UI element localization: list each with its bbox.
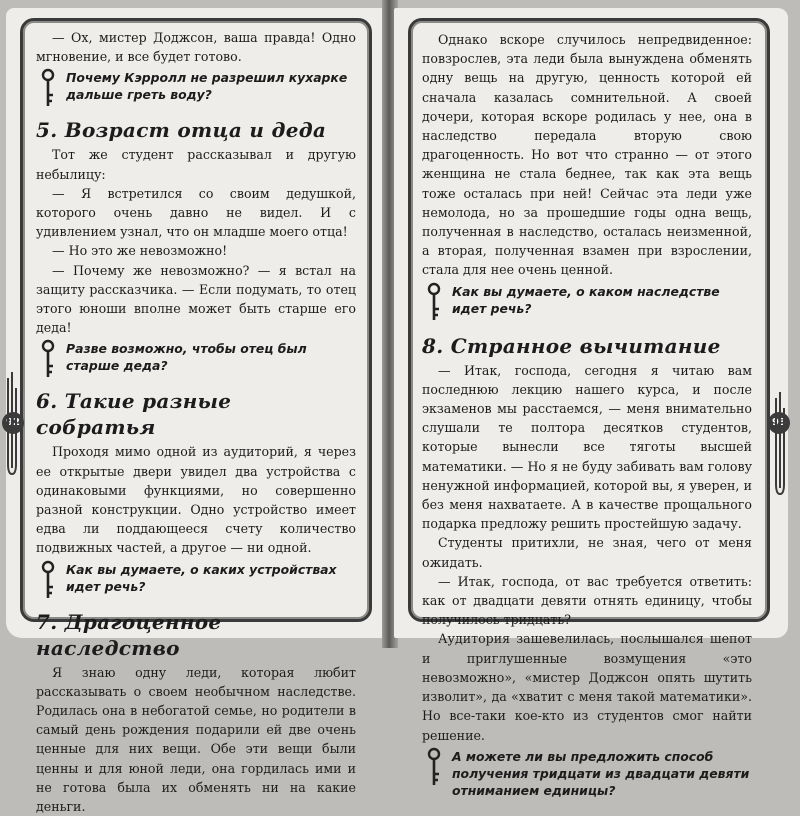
left-page [6, 8, 386, 815]
right-page [394, 8, 788, 798]
question-text: Почему Кэрролл не разрешил кухарке дальше греть воду? [66, 70, 348, 103]
key-icon [422, 283, 452, 323]
paragraph: Я знаю одну леди, которая любит рассказывать о своем необычном наследстве. Родилась она в небогатой семье, но родители в самый день рождения подарили ей две очень ценные для них вещи. Обе эти вещи были ценны и для юной леди, она гордилась ими и не готова была их обменять ни на какие деньги. [36, 664, 356, 815]
paragraph: Аудитория зашевелилась, послышался шепот и приглушенные возмущения «это невозможно», «мистер Доджсон опять шутить изволит», да «хватит с меня такой математики». Но все-таки кое-кто из студентов смог найти решение. [422, 631, 752, 743]
paragraph: Проходя мимо одной из аудиторий, я через ее открытые двери увидел два устройства с одинаковыми функциями, но совершенно разной конструкции. Одно устройство имеет едва ли поддающееся счету количество подвижных частей, а другое — ни одной. [36, 444, 356, 556]
question-text: А можете ли вы предложить способ получения тридцати из двадцати девяти отниманием единицы? [452, 748, 750, 798]
paragraph: — Итак, господа, сегодня я читаю вам последнюю лекцию нашего курса, и после экзаменов мы расстаемся, — меня внимательно слушали те полтора десятков студентов, которые вынесли все тяготы высшей математики. — Но я не буду забивать вам голову ненужной информацией, которой вы, я уверен, и без меня нахватаете. А в качестве прощального подарка предложу решить простейшую задачу. [422, 362, 752, 532]
paragraph: Тот же студент рассказывал и другую небылицу: [36, 147, 356, 182]
section-title: 6. Такие разные собратья [36, 389, 232, 440]
question-block [36, 340, 356, 380]
page-number-right: 93 [768, 412, 790, 434]
page-number-left: 92 [2, 412, 24, 434]
paragraph: Однако вскоре случилось непредвиденное: повзрослев, эта леди была вынуждена обменять одну вещь на другую, ценность которой ей сначала казалась сомнительной. А своей дочери, которая вскоре родилась у нее, она в наследство передала вторую свою драгоценность. Но вот что странно — от этого женщина не стала беднее, так как эта вещь тоже осталась при ней! Сейчас эта леди уже немолода, но за прошедшие годы одна вещь, полученная в наследство, осталась неизменной, а вторая, полученная взамен при взрослении, стала для нее очень ценной. [422, 32, 752, 278]
section-title: 8. Странное вычитание [422, 333, 721, 358]
section-title: 5. Возраст отца и деда [36, 118, 327, 143]
paperclip-icon [4, 368, 20, 478]
right-page-content [422, 30, 752, 805]
paragraph: — Итак, господа, от вас требуется ответить: как от двадцати девяти отнять единицу, чтобы получилось тридцать? [422, 573, 752, 628]
paragraph: — Но это же невозможно! [52, 243, 228, 259]
paperclip-icon [772, 388, 788, 498]
paragraph: — Я встретился со своим дедушкой, которого очень давно не видел. И с удивлением узнал, что он младше моего отца! [36, 185, 356, 240]
question-block [36, 69, 356, 109]
paragraph: Студенты притихли, не зная, чего от меня ожидать. [422, 535, 752, 570]
question-block [422, 748, 752, 799]
question-block [36, 561, 356, 601]
section-title: 7. Драгоценное наследство [36, 609, 222, 660]
key-icon [36, 69, 66, 109]
question-text: Как вы думаете, о каких устройствах идет речь? [66, 561, 337, 594]
question-text: Как вы думаете, о каком наследстве идет речь? [452, 283, 720, 316]
key-icon [36, 340, 66, 380]
paragraph: — Почему же невозможно? — я встал на защиту рассказчика. — Если подумать, то отец этого юноши вполне может быть старше его деда! [36, 262, 356, 336]
question-text: Разве возможно, чтобы отец был старше деда? [66, 341, 307, 374]
key-icon [36, 561, 66, 601]
question-block [422, 283, 752, 323]
left-page-content [36, 28, 356, 816]
key-icon [422, 748, 452, 788]
paragraph: — Ох, мистер Доджсон, ваша правда! Одно мгновение, и все будет готово. [36, 30, 356, 65]
